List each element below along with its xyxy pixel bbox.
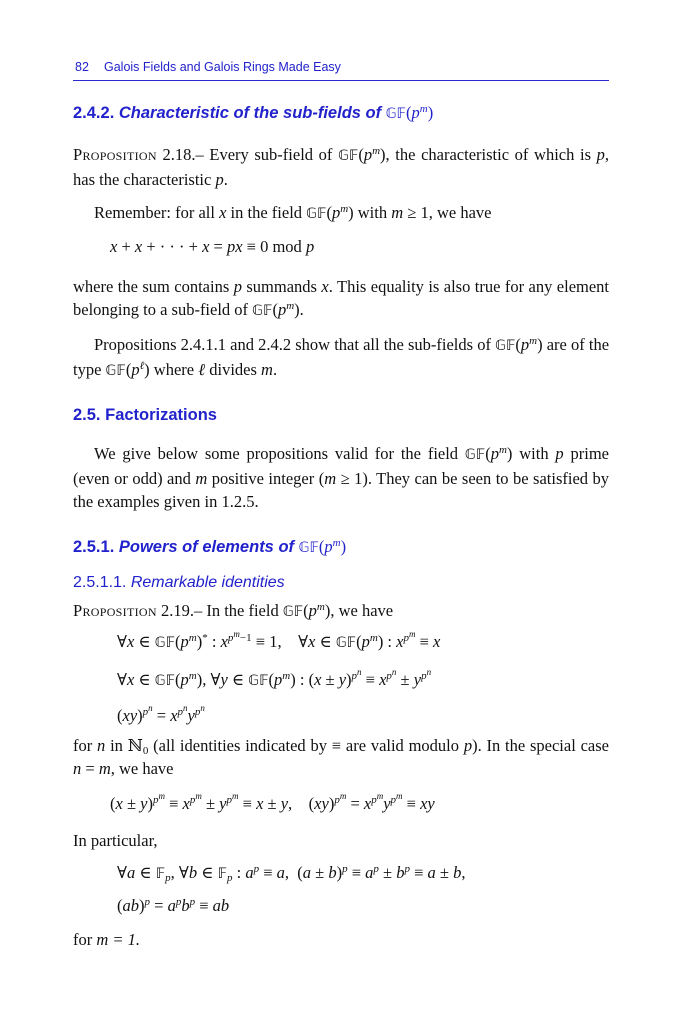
propositions-reference: Propositions 2.4.1.1 and 2.4.2 show that all the sub-fields of $𝔾𝔽(p^m)$ are of the type $𝔾𝔽(p^\ell)$ where ℓ divides m. — [73, 335, 610, 379]
paragraph-text: . This equality is also true for any element belonging to a sub-field of — [73, 277, 610, 319]
paragraph-text: Remember: for all — [94, 203, 215, 222]
section-heading-2-4-2 — [73, 103, 609, 123]
section-title: Powers of elements of — [118, 538, 295, 556]
proposition-label: Proposition — [73, 601, 157, 620]
paragraph-text: where the sum contains — [73, 277, 230, 296]
paragraph-text: positive integer ( — [211, 469, 325, 488]
closing-math: m = 1. — [96, 930, 141, 949]
proposition-number: 2.18.– — [162, 145, 204, 164]
paragraph-text: with — [357, 203, 388, 222]
page-number: 82 — [75, 60, 89, 74]
section-title: Remarkable identities — [130, 574, 285, 591]
identity-line-3: $(xy)^{p^n} = x^{p^n}y^{p^n}$ — [117, 703, 205, 725]
section-number: 2.5.1.1. — [73, 574, 127, 591]
paragraph-text: for — [73, 930, 93, 949]
proposition-text: Every sub-field of — [209, 145, 333, 164]
proposition-text: , the characteristic of which is — [385, 145, 592, 164]
section-heading-2-5-1 — [73, 537, 609, 557]
section-heading-2-5 — [73, 406, 609, 425]
proposition-2-19: Proposition 2.19.– In the field $𝔾𝔽(p^m)$, we have — [73, 601, 394, 620]
paragraph-text: are valid modulo — [345, 736, 460, 755]
paragraph-text: with — [519, 444, 549, 463]
section-number: 2.5.1. — [73, 538, 115, 556]
section-number: 2.5. — [73, 406, 101, 424]
in-particular: In particular, — [73, 831, 158, 850]
proposition-text: , has the characteristic — [73, 145, 610, 189]
proposition-label: Proposition — [73, 145, 157, 164]
section-number: 2.4.2. — [73, 104, 115, 122]
proposition-text: In the field — [206, 601, 279, 620]
section-title: Factorizations — [105, 406, 217, 424]
identity-prime-field-1: ∀a ∈ 𝔽$_p$, ∀b ∈ 𝔽$_p$ : $a^p \equiv a$, $(a \pm b)^p \equiv a^p \pm b^p \equiv a \pm b$, — [117, 863, 466, 884]
remember-paragraph: Remember: for all x in the field $𝔾𝔽(p^m)$ with m ≥ 1, we have — [94, 203, 492, 222]
paragraph-text: are of the type — [73, 335, 610, 379]
identities-note: for n in ℕ$_0$ (all identities indicated by ≡ are valid modulo p). In the special case n = m, we have — [73, 736, 609, 778]
paragraph-text: ). In the special case — [472, 736, 609, 755]
identity-prime-field-2: $(ab)^p = a^pb^p$ ≡ ab — [117, 896, 230, 915]
identity-line-2: ∀x ∈ $𝔾𝔽(p^m)$, ∀y ∈ $𝔾𝔽(p^m)$ : $(x \pm y)^{p^n} \equiv x^{p^n} \pm y^{p^n}$ — [117, 667, 432, 689]
equality-paragraph: where the sum contains p summands x. This equality is also true for any element belonging to a sub-field of $𝔾𝔽(p^m)$. — [73, 277, 610, 319]
paragraph-text: summands — [246, 277, 317, 296]
paragraph-text: for — [73, 736, 93, 755]
proposition-text: , we have — [330, 601, 394, 620]
section-title: Characteristic of the sub-fields of — [118, 104, 382, 122]
section-heading-2-5-1-1 — [73, 574, 609, 592]
paragraph-text: We give below some propositions valid for the field — [94, 444, 459, 463]
equation-sum: x + x + · · · + x = px ≡ 0 mod p — [110, 237, 315, 256]
section-math: $𝔾𝔽(p^m)$ — [385, 103, 434, 122]
paragraph-text: in the field — [230, 203, 303, 222]
identity-line-1: ∀x ∈ $𝔾𝔽(p^m)^*$ : $x^{p^m-1} \equiv 1$, ∀x ∈ $𝔾𝔽(p^m)$ : $x^{p^m} \equiv x$ — [117, 629, 441, 651]
running-header — [73, 58, 609, 81]
closing-line — [73, 928, 609, 951]
paragraph-text: divides — [209, 360, 257, 379]
running-title: Galois Fields and Galois Rings Made Easy — [104, 60, 341, 74]
intro-paragraph: We give below some propositions valid for the field $𝔾𝔽(p^m)$ with p prime (even or odd) and m positive integer (m ≥ 1). They can be seen to be satisfied by the examples given in 1.2.5. — [73, 444, 610, 511]
section-math: $𝔾𝔽(p^m)$ — [298, 537, 347, 556]
paragraph-text: in — [110, 736, 123, 755]
paragraph-text: (all identities indicated by — [153, 736, 327, 755]
paragraph-text: Propositions 2.4.1.1 and 2.4.2 show that all the sub-fields of — [94, 335, 491, 354]
paragraph-text: , we have — [428, 203, 492, 222]
proposition-number: 2.19.– — [160, 601, 203, 620]
identity-special-case: $(x \pm y)^{p^m} \equiv x^{p^m} \pm y^{p^m} \equiv x \pm y$, $(xy)^{p^m} = x^{p^m}y^{p^m}$ ≡ xy — [110, 791, 435, 813]
paragraph-text: ). They can be seen to be satisfied by the examples given in 1.2.5. — [73, 469, 609, 511]
proposition-2-18: Proposition 2.18.– Every sub-field of $𝔾𝔽(p^m)$, the characteristic of which is p, has the characteristic p. — [73, 145, 610, 189]
paragraph-text: , we have — [110, 759, 174, 778]
paragraph-text: where — [153, 360, 195, 379]
paragraph-text: prime (even or odd) and — [73, 444, 610, 488]
